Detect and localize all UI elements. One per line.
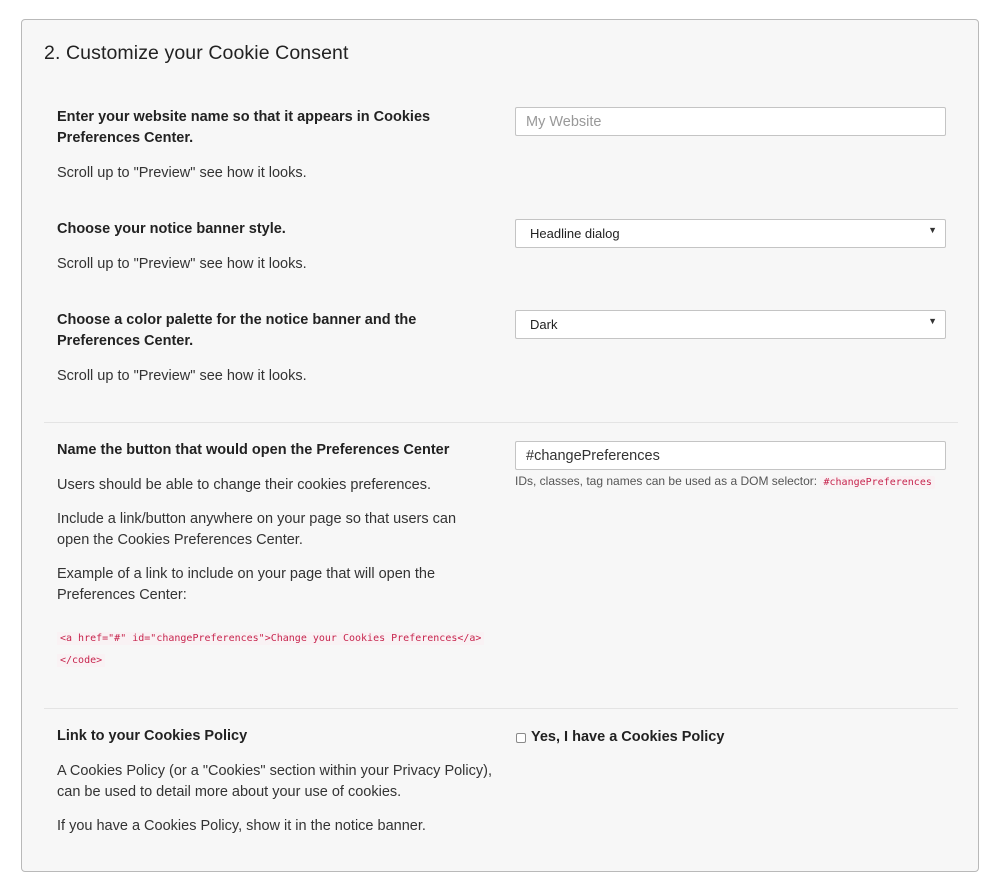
banner-style-selected-value: Headline dialog	[530, 226, 620, 241]
cookies-policy-checkbox-label[interactable]: Yes, I have a Cookies Policy	[531, 729, 725, 745]
color-palette-help: Scroll up to "Preview" see how it looks.	[57, 368, 307, 384]
section-divider	[44, 708, 958, 709]
color-palette-label-group	[57, 310, 437, 352]
section-title: 2. Customize your Cookie Consent	[44, 42, 349, 64]
preferences-button-help-1: Users should be able to change their cookies preferences.	[57, 477, 431, 493]
selector-hint-text: IDs, classes, tag names can be used as a DOM selector:	[515, 474, 818, 488]
cookies-policy-help-1: A Cookies Policy (or a "Cookies" section within your Privacy Policy), can be used to detail more about your use of cookies.	[57, 763, 492, 800]
color-palette-select[interactable]	[515, 310, 946, 339]
preferences-selector-input[interactable]	[515, 441, 946, 470]
cookies-policy-help-1-group	[57, 761, 497, 803]
selector-hint	[515, 474, 935, 488]
preferences-button-help-2-group	[57, 509, 487, 551]
chevron-down-icon: ▼	[928, 225, 937, 235]
example-code-line-2: </code>	[57, 654, 105, 667]
banner-style-help: Scroll up to "Preview" see how it looks.	[57, 256, 307, 272]
example-code-block	[57, 628, 484, 672]
cookies-policy-label: Link to your Cookies Policy	[57, 728, 248, 744]
selector-hint-code: #changePreferences	[820, 476, 934, 489]
preferences-button-help-3: Example of a link to include on your page that will open the Preferences Center:	[57, 566, 436, 603]
banner-style-label: Choose your notice banner style.	[57, 221, 286, 237]
cookies-policy-help-2: If you have a Cookies Policy, show it in the notice banner.	[57, 818, 426, 834]
preferences-button-label: Name the button that would open the Preferences Center	[57, 442, 450, 458]
preferences-button-help-3-group	[57, 564, 457, 606]
color-palette-selected-value: Dark	[530, 317, 558, 332]
customize-panel	[21, 19, 979, 872]
example-code-line-1: <a href="#" id="changePreferences">Change your Cookies Preferences</a>	[57, 632, 484, 645]
preferences-button-help-2: Include a link/button anywhere on your page so that users can open the Cookies Preferences Center.	[57, 511, 457, 548]
section-divider	[44, 422, 958, 423]
website-name-label-group	[57, 107, 437, 149]
banner-style-select[interactable]	[515, 219, 946, 248]
color-palette-label: Choose a color palette for the notice banner and the Preferences Center.	[57, 312, 417, 349]
cookies-policy-checkbox[interactable]	[516, 733, 526, 743]
website-name-label: Enter your website name so that it appears in Cookies Preferences Center.	[57, 109, 431, 146]
website-name-input[interactable]	[515, 107, 946, 136]
chevron-down-icon: ▼	[928, 316, 937, 326]
website-name-help: Scroll up to "Preview" see how it looks.	[57, 165, 307, 181]
